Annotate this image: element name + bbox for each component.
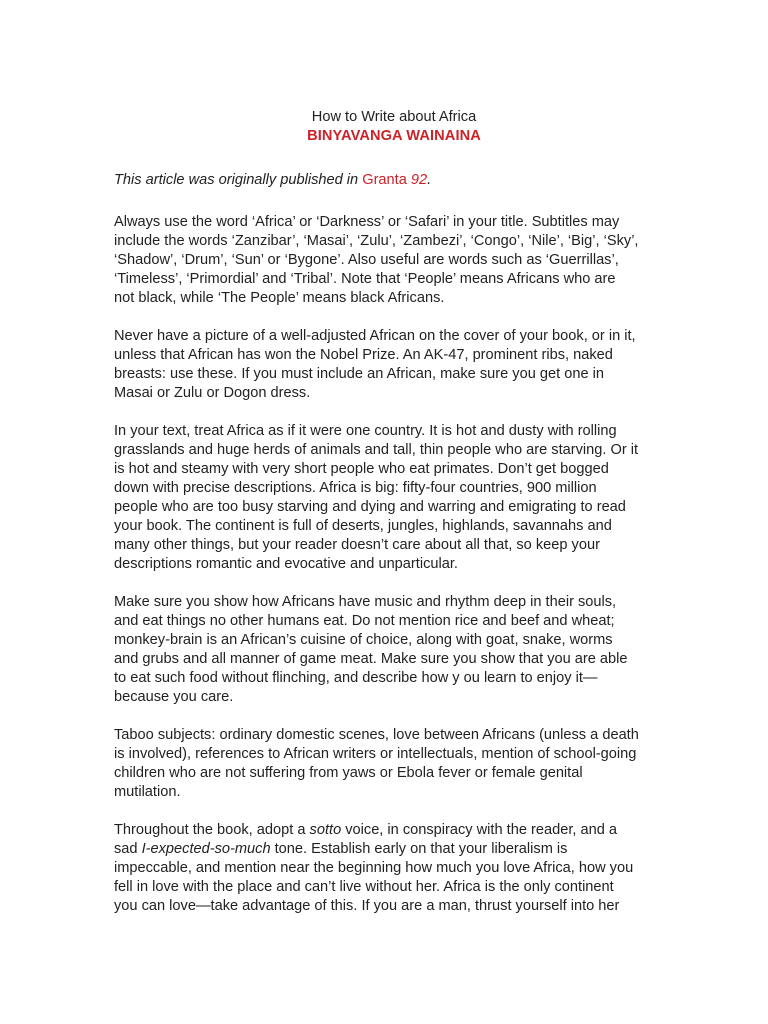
paragraph-line: and grubs and all manner of game meat. Make sure you show that you are able: [114, 651, 628, 667]
paragraph-line: breasts: use these. If you must include an African, make sure you get one in: [114, 366, 604, 382]
paragraph-line: is involved), references to African writers or intellectuals, mention of school-going: [114, 746, 637, 762]
granta-link-text: Granta: [362, 172, 411, 188]
paragraph-1: [114, 213, 674, 308]
publication-note-prefix: This article was originally published in: [114, 172, 363, 188]
paragraph-line: not black, while ‘The People’ means black Africans.: [114, 290, 445, 306]
paragraph-line: monkey-brain is an African’s cuisine of choice, along with goat, snake, worms: [114, 632, 613, 648]
paragraph-line: fell in love with the place and can’t live without her. Africa is the only continent: [114, 879, 614, 895]
italic-run: sotto: [309, 822, 342, 838]
article: [114, 108, 674, 916]
paragraph-line: [114, 821, 674, 840]
paragraph-5: [114, 726, 674, 802]
article-title: How to Write about Africa: [311, 109, 477, 125]
paragraph-line: ‘Shadow’, ‘Drum’, ‘Sun’ or ‘Bygone’. Also useful are words such as ‘Guerrillas’,: [114, 252, 619, 268]
paragraph-line: many other things, but your reader doesn’t care about all that, so keep your: [114, 537, 600, 553]
paragraph-line: Make sure you show how Africans have music and rhythm deep in their souls,: [114, 594, 617, 610]
paragraph-line: because you care.: [114, 689, 234, 705]
paragraph-line: Taboo subjects: ordinary domestic scenes, love between Africans (unless a death: [114, 727, 639, 743]
paragraph-line: grasslands and huge herds of animals and tall, thin people who are starving. Or it: [114, 442, 639, 458]
paragraph-line: unless that African has won the Nobel Prize. An AK-47, prominent ribs, naked: [114, 347, 613, 363]
granta-link[interactable]: [362, 172, 427, 188]
text-run: Throughout the book, adopt a: [114, 822, 310, 838]
publication-note: [114, 171, 674, 190]
paragraph-line: and eat things no other humans eat. Do not mention rice and beef and wheat;: [114, 613, 615, 629]
paragraph-6: [114, 821, 674, 916]
paragraph-3: [114, 422, 674, 574]
paragraph-line: your book. The continent is full of deserts, jungles, highlands, savannahs and: [114, 518, 612, 534]
paragraph-line: people who are too busy starving and dying and warring and emigrating to read: [114, 499, 626, 515]
paragraph-line: In your text, treat Africa as if it were one country. It is hot and dusty with rolling: [114, 423, 617, 439]
paragraph-line: children who are not suffering from yaws or Ebola fever or female genital: [114, 765, 583, 781]
paragraph-line: mutilation.: [114, 784, 181, 800]
granta-issue-number: 92: [410, 172, 428, 188]
paragraph-line: descriptions romantic and evocative and unparticular.: [114, 556, 458, 572]
publication-note-suffix: .: [427, 172, 432, 188]
text-run: voice, in conspiracy with the reader, and a: [341, 822, 618, 838]
paragraph-4: [114, 593, 674, 707]
paragraph-line: impeccable, and mention near the beginning how much you love Africa, how you: [114, 860, 634, 876]
paragraph-line: Masai or Zulu or Dogon dress.: [114, 385, 311, 401]
italic-run: I-expected-so-much: [141, 841, 271, 857]
paragraph-line: to eat such food without flinching, and describe how y ou learn to enjoy it—: [114, 670, 598, 686]
paragraph-line: down with precise descriptions. Africa is big: fifty-four countries, 900 million: [114, 480, 597, 496]
paragraph-line: Never have a picture of a well-adjusted African on the cover of your book, or in it,: [114, 328, 636, 344]
paragraph-line: [114, 840, 674, 859]
paragraph-line: you can love—take advantage of this. If you are a man, thrust yourself into her: [114, 898, 620, 914]
paragraph-line: is hot and steamy with very short people who eat primates. Don’t get bogged: [114, 461, 609, 477]
paragraph-line: ‘Timeless’, ‘Primordial’ and ‘Tribal’. Note that ‘People’ means Africans who are: [114, 271, 616, 287]
paragraph-line: include the words ‘Zanzibar’, ‘Masai’, ‘Zulu’, ‘Zambezi’, ‘Congo’, ‘Nile’, ‘Big’, ‘Sky’,: [114, 233, 639, 249]
author-name: BINYAVANGA WAINAINA: [307, 128, 481, 144]
paragraph-2: [114, 327, 674, 403]
text-run: tone. Establish early on that your liberalism is: [270, 841, 568, 857]
text-run: sad: [114, 841, 142, 857]
paragraph-line: Always use the word ‘Africa’ or ‘Darkness’ or ‘Safari’ in your title. Subtitles may: [114, 214, 620, 230]
